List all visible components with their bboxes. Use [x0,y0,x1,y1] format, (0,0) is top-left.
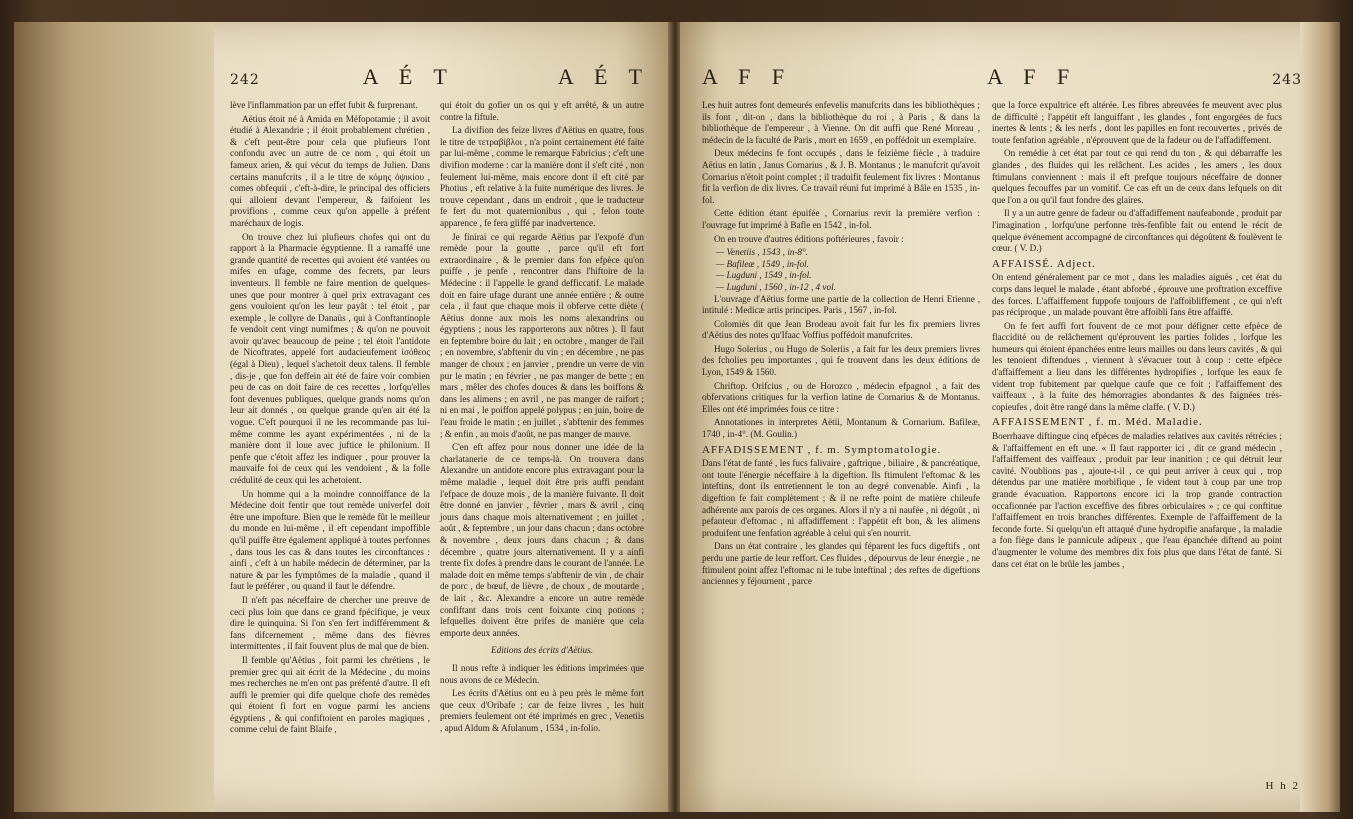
paragraph: Colomiès dit que Jean Brodeau avoit fait fur les fix premiers livres d'Aëtius des notes qu'Ifaac Voffius poffédoit manufcrites. [702,318,980,341]
entry-heading-affadissement: AFFADISSEMENT , f. m. Symptomatologie. [702,443,942,456]
paragraph: Il femble qu'Aëtius , foit parmi les chrétiens , le premier grec qui ait écrit de la Médecine , du moins mes recherches ne m'en ont pas préfenté d'autre. Il eft auffi le premier qui dife quelque chofe des remèdes qui étoient fi fort en vogue parmi les anciens égyptiens , & qui confiftoient en paroles magiques , comme celui de faint Blaife , [230,654,430,735]
section-subtitle: Editions des écrits d'Aëtius. [491,645,593,656]
right-column-1 [702,100,980,590]
paragraph: Je finirai ce qui regarde Aëtius par l'expofé d'un remède pour la goutte , parce qu'il eft fort extraordinaire , & le premier dans fon efpèce qu'on puiffe , je penfe , rencontrer dans l'hiftoire de la Médecine : il l'appelle le grand defficcatif. Le malade doit en faire ufage durant une année entière ; & outre cela , il faut que chaque mois il obferve cette diète ( Aëtius donne aux mois les noms alexandrins ou égyptiens ; nous les rapporterons aux nôtres ). Il faut en feptembre boire du lait ; en octobre , manger de l'ail ; en novembre, s'abftenir du vin ; en décembre , ne pas manger de choux ; en janvier , prendre un verre de vin pur le matin ; en février , ne pas manger de bette ; en mars , mêler des chofes douces & dans les boiffons & dans les alimens ; en avril , ne pas manger de raifort ; ni en mai , le poiffon appelé polypus ; en juin, boire de l'eau froide le matin ; en juillet , s'abftenir des femmes ; & enfin , au mois d'août, ne pas manger de mauve. [440,231,644,439]
left-column-1 [230,100,430,738]
left-running-head-right: A É T [557,64,650,89]
paragraph: L'ouvrage d'Aëtius forme une partie de la collection de Henri Etienne , intitulé : Medicæ artis principes. Paris , 1567 , in-fol. [702,293,980,316]
paragraph: que la force expultrice eft altérée. Les fibres abreuvées fe meuvent avec plus de difficulté ; l'appétit eft languiffant , les glandes , font engorgées de fucs inertes & lents ; & les nerfs , dont les papilles en font recouvertes , privés de toute fenfation agréable , n'éprouvent que de la fadeur ou de l'affadiffement. [992,100,1282,145]
paragraph: Les écrits d'Aëtius ont eu à peu près le même fort que ceux d'Oribafe ; car de feize livres , les huit premiers feulement ont été imprimés en grec , Venetiis , apud Aldum & Afulanum , 1534 , in-folio. [440,688,644,733]
edition-item: — Lugduni , 1549 , in-fol. [716,270,812,281]
right-running-head-left: A F F [702,64,793,89]
right-page [680,22,1340,812]
paragraph: Les huit autres font demeurés enfevelis manufcrits dans les bibliothèques ; ils font , dit-on , dans la bibliothèque du roi , à Paris , & dans la bibliothèque de l'empereur , à Vienne. On dit auffi que René Moreau , médecin de la faculté de Paris , mort en 1659 , en poffédoit un exemplaire. [702,100,980,145]
left-header [230,64,650,94]
right-header [702,64,1302,94]
paragraph: Il nous refte à indiquer les éditions imprimées que nous avons de ce Médecin. [440,662,644,685]
paragraph: Cette édition étant épuifée , Cornarius revit la première verfion : l'ouvrage fut imprimé à Bafle en 1542 , in-fol. [702,208,980,230]
paragraph: Deux médecins fe font occupés , dans le feizième fiècle , à traduire Aëtius en latin , Janus Cornarius , & J. B. Montanus ; le manufcrit qu'avoit Cornarius n'étoit point complet ; il traduifit feulement fix livres : Montanus fit la verfion de dix livres. Ce travail réuni fut imprimé à Bâle en 1535 , in-fol. [702,148,980,205]
left-page [14,22,670,812]
paragraph: Annotationes in interpretes Aëtii, Montanum & Cornarium. Bafileæ, 1740 , in-4°. (M. Goulin.) [702,417,980,440]
edition-item: — Lugduni , 1560 , in-12 , 4 vol. [716,281,836,292]
right-page-number: 243 [1272,72,1302,88]
left-page-number: 242 [230,72,260,88]
paragraph: On trouve chez lui plufieurs chofes qui ont du rapport à la Pharmacie égyptienne. Il a ramaffé une grande quantité de recettes qui avoient été vantées ou mifes en ufage, comme des fecrets, par leurs inventeurs. Il femble ne faire mention de quelques-unes que pour montrer à quel prix extravagant ces gens vouloient qu'on les leur payât : tel étoit , par exemple , le collyre de Danaüs , qui à Conftantinople fe vendoit cent vingt numifmes ; & qu'on ne pouvoit avoir qu'avec beaucoup de peine ; tel étoit l'antidote de Nicoftrates, appelé fort audacieufement ἰσόθεος (égal à Dieu) , lequel s'achetoit deux talens. Il femble , dis-je , que fon deffein ait été de faire voir combien peu de cas on doit faire de ces recettes , lorfqu'elles font devenues publiques, quelque grands noms qu'on leur ait donnés , ou quelque grande qu'en ait été la vogue. C'eft pourquoi il ne les recommande pas lui-même comme les ayant expérimentées , ni de la manière dont il loue avec juftice le philonium. Il penfe que c'étoit affez les indiquer , pour prouver la mauvaife foi de ceux qui les vendoient , & la folle crédulité de ceux qui les achetoient. [230,231,430,485]
right-column-2 [992,100,1282,572]
entry-heading-affaisse: AFFAISSÉ. Adject. [992,257,1096,270]
paragraph: Il y a un autre genre de fadeur ou d'affadiffement naufeabonde , produit par l'imagination , lorfqu'une perfonne très-fenfible fait ou entend le récit de quelque événement accompagné de circonftances qui dégoûtent & foulèvent le cœur. ( V. D.) [992,208,1282,254]
paragraph: Boerrhaave diftingue cinq efpèces de maladies relatives aux cavités rétrécies ; & l'affaiffement en eft une. « Il faut rapporter ici , dit ce grand médecin , l'affaiffement des vaiffeaux , produit par leur inanition ; ce qui détruit leur cavité. N'oublions pas , ajoute-t-il , ce qui peut arriver à ceux qui , trop détendus par une matière morbifique , fe vident tout à coup par une trop grande évacuation. Rapportons encore ici la trop grande contraction occafionnée par l'action exceffive des fibres orbiculaires » ; ce qui conftitue l'affaiffement en trois branches différentes. Exemple de l'affaiffement de la feconde forte. Si quelqu'un eft attaqué d'une hydropifie anafarque , la maladie a fon fiège dans le pannicule adipeux , que l'eau épanchée diftend au point d'augmenter le volume des membres dix fois plus que dans l'état de fanté. Si dans cet état on le brûle les jambes , [992,431,1282,569]
left-running-head: A É T [362,64,455,89]
paragraph: lève l'inflammation par un effet fubit & furprenant. [230,100,418,110]
paragraph: Dans un état contraire , les glandes qui féparent les fucs digeftifs , ont perdu une partie de leur reffort. Ces fluides , dépourvus de leur énergie , ne ftimulent point affez l'eftomac ni le tube inteftinal ; des reftes de digeftions anciennes y féjournent , parce [702,541,980,587]
edition-item: — Venetiis , 1543 , in-8°. [716,247,808,258]
paragraph: Chriftop. Orifcius , ou de Horozco , médecin efpagnol , a fait des obfervations critiques fur la verfion latine de Cornarius & de Montanus. Elles ont été imprimées fous ce titre : [702,380,980,414]
paragraph: C'en eft affez pour nous donner une idée de la charlatanerie de ce temps-là. On trouvera dans Alexandre un antidote encore plus extravagant pour la même maladie , lequel doit être pris auffi pendant l'efpace de douze mois , de la manière fuivante. Il doit être donné en janvier , février , mars & avril , cinq jours dans chaque mois alternativement ; en juillet , août , & feptembre , un jour dans chacun ; dans octobre & novembre , deux jours dans chacun ; & dans décembre , quatre jours alternativement. Il y a ainfi trente fix dofes à prendre dans le courant de l'année. Le malade doit en même temps s'abftenir de vin , de chair de porc , de bœuf, de lièvre , de choux , de moutarde , de lait , &c. Alexandre a encore un autre remède confiftant dans trois cent foixante cinq potions ; lefquelles doivent être prifes de manière que cela emporte deux années. [440,442,644,638]
left-page-edge [14,22,214,812]
right-page-edge [1300,22,1340,812]
left-column-2 [440,100,644,736]
paragraph: On fe fert auffi fort fouvent de ce mot pour défigner cette efpèce de flaccidité ou de relâchement qu'éprouvent les parties folides , lorfque les humeurs qui étoient épanchées entre leurs mailles ou dans leurs cavités , & qui les tenoient diftendues , viennent à s'évacuer tout à coup : cette efpèce d'affaiffement a lieu dans les différentes hydropifies , lorfque les eaux fe vident trop fubitement par quelque caufe que ce foit ; l'affaiffement des vaiffeaux , à la fuite des hémorragies abondantes & des faignées très-copieufes , doit être rangé dans la même claffe. ( V. D.) [992,320,1282,412]
paragraph: qui étoit du gofier un os qui y eft arrêté, & un autre contre la fiftule. [440,100,644,122]
paragraph: On entend généralement par ce mot , dans les maladies aiguës , cet état du corps dans lequel le malade , étant abforbé , éprouve une proftration exceffive des forces. L'affaiffement fuppofe toujours de l'affoibliffement , ce qui n'eft pas réciproque , un malade pouvant être affoibli fans être affaiffé. [992,272,1282,318]
paragraph: Dans l'état de fanté , les fucs falivaire , gaftrique , biliaire , & pancréatique, ont toute l'énergie néceffaire à la digeftion. Ils ftimulent l'eftomac & les inteftins, dont ils entretiennent le ton au degré convenable. Ainfi , la digeftion fe fait complètement ; & il ne refte point de matière chileufe adhérente aux parois de ces organes. Alors il n'y a ni naufée , ni dégoût , ni pefanteur d'eftomac , ni affadiffement : l'appétit eft bon, & les alimens produifent une fenfation agréable à celui qui s'en nourrit. [702,458,980,538]
paragraph: Il n'eft pas néceffaire de chercher une preuve de ceci plus loin que dans ce grand fpécifique, je veux dire le quinquina. Si l'on s'en fert indifféremment & fans difcernement , même dans des fièvres intermittentes , il fait fouvent plus de mal que de bien. [230,594,430,652]
paragraph: La divifion des feize livres d'Aëtius en quatre, fous le titre de τετραβίβλοι , n'a point certainement été faite par lui-même , comme le remarque Fabricius ; c'eft une divifion moderne : car la manière dont il s'eft cité , non feulement lui-même, mais encore dont il eft cité par Photius , eft relative à la fuite numérique des livres. Je trouve cependant , dans un endroit , que le traducteur fe fert du mot quaternionibus , qui , felon toute apparence , fe fera gliffé par inadvertence. [440,125,644,228]
edition-item: — Bafileæ , 1549 , in-fol. [716,258,809,269]
entry-heading-affaissement: AFFAISSEMENT , f. m. Méd. Maladie. [992,416,1203,429]
paragraph: Aëtius étoit né à Amida en Méfopotamie ; il avoit étudié à Alexandrie ; il étoit probablement chrétien , & c'eft peut-être pour cela que plufieurs l'ont confondu avec un autre de ce nom , qui étoit un fameux arien, & qui vécut du temps de Julien. Dans certains manufcrits , il a le titre de κόμης ὀψικίου , comes obfequii , c'eft-à-dire, le principal des officiers qui alloient devant l'empereur, & faifoient les provifions , comme ceux qu'on appelle à préfent maréchaux de logis. [230,113,430,228]
signature-mark: H h 2 [1265,780,1300,792]
paragraph: On en trouve d'autres éditions poftérieures , favoir : [714,233,904,244]
paragraph: Un homme qui a la moindre connoiffance de la Médecine doit fentir que tout remède univerfel doit être une impofture. Bien que le remède fût le meilleur du monde en lui-même , il eft cependant impoffible qu'il puiffe être également appliqué à toutes perfonnes , dans tous les cas & dans toutes les circonftances : ainfi , c'eft à un habile médecin de déterminer, par la nature & par les fymptômes de la maladie , quand il faut le préférer , ou quand il faut le défendre. [230,488,430,592]
paragraph: Hugo Solerius , ou Hugo de Soleriis , a fait fur les deux premiers livres des fcholies peu importantes , qui fe trouvent dans les deux éditions de Lyon, 1549 & 1560. [702,343,980,378]
paragraph: On remédie à cet état par tout ce qui rend du ton , & qui débarraffe les glandes , des fluides qui les relâchent. Les acides , les amers , les doux ftimulans conviennent : mais il eft prefque toujours néceffaire de donner quelques fecouffes par un vomitif. Ce cas eft un de ceux dans lefquels on dit que l'on a ou qu'il faut fondre des glaires. [992,148,1282,205]
right-running-head-right: A F F [987,64,1078,89]
